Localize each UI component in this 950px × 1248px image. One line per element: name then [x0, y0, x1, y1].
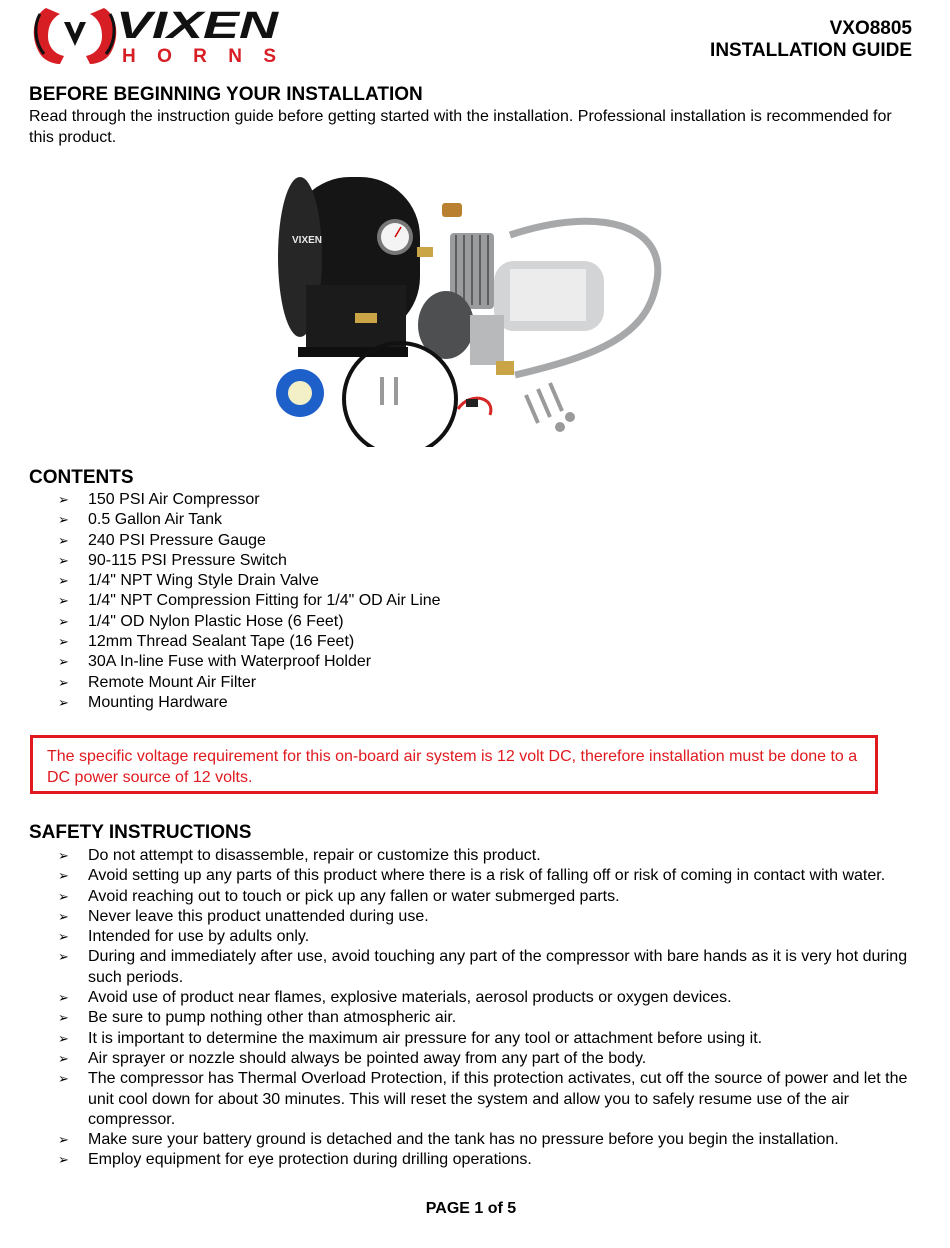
list-item: ➢ 240 PSI Pressure Gauge: [58, 531, 441, 551]
model-number: VXO8805: [829, 18, 912, 39]
logo-subword: HORNS: [122, 46, 276, 66]
arrow-bullet-icon: ➢: [58, 1030, 69, 1046]
arrow-bullet-icon: ➢: [58, 573, 69, 589]
list-item: ➢ During and immediately after use, avoid touching any part of the compressor with bare hands as it is very hot during such periods.: [58, 948, 908, 986]
horn-emblem-icon: [34, 8, 117, 64]
list-item: ➢ Remote Mount Air Filter: [58, 673, 441, 693]
arrow-bullet-icon: ➢: [58, 552, 69, 568]
compressor-image: [418, 233, 604, 375]
before-paragraph: Read through the instruction guide before getting started with the installation. Professional installation is recommended for this product.: [29, 108, 892, 146]
logo-wordmark: VIXEN: [116, 5, 280, 47]
arrow-bullet-icon: ➢: [58, 654, 69, 670]
arrow-bullet-icon: ➢: [58, 1050, 69, 1066]
safety-list: [58, 846, 920, 1171]
arrow-bullet-icon: ➢: [58, 848, 69, 863]
list-item: ➢ Air sprayer or nozzle should always be pointed away from any part of the body.: [58, 1049, 920, 1069]
arrow-bullet-icon: ➢: [58, 1010, 69, 1026]
list-item: ➢ 0.5 Gallon Air Tank: [58, 510, 441, 530]
arrow-bullet-icon: ➢: [58, 492, 69, 507]
before-heading: BEFORE BEGINNING YOUR INSTALLATION: [29, 84, 423, 105]
page-number: PAGE 1 of 5: [425, 1200, 517, 1217]
list-item: ➢ 30A In-line Fuse with Waterproof Holder: [58, 652, 441, 672]
list-item: ➢ It is important to determine the maximum air pressure for any tool or attachment before using it.: [58, 1029, 920, 1049]
contents-list: [58, 490, 441, 713]
list-item: ➢ Never leave this product unattended during use.: [58, 907, 920, 927]
list-item: ➢ Avoid use of product near flames, explosive materials, aerosol products or oxygen devices.: [58, 988, 920, 1008]
list-item: ➢ 1/4" NPT Compression Fitting for 1/4" OD Air Line: [58, 591, 441, 611]
arrow-bullet-icon: ➢: [58, 613, 69, 629]
accessories-image: [276, 343, 575, 447]
list-item: ➢ Be sure to pump nothing other than atmospheric air.: [58, 1008, 920, 1028]
list-item: ➢ Avoid setting up any parts of this product where there is a risk of falling off or risk of coming in contact with water.: [58, 866, 920, 886]
arrow-bullet-icon: ➢: [58, 1071, 69, 1087]
contents-heading: CONTENTS: [29, 467, 134, 488]
arrow-bullet-icon: ➢: [58, 694, 69, 710]
product-photo: [270, 165, 680, 447]
arrow-bullet-icon: ➢: [58, 908, 69, 924]
vixen-horns-logo: [30, 2, 280, 66]
list-item: ➢ 12mm Thread Sealant Tape (16 Feet): [58, 632, 441, 652]
list-item: ➢ 150 PSI Air Compressor: [58, 490, 441, 510]
arrow-bullet-icon: ➢: [58, 868, 69, 884]
list-item: ➢ Avoid reaching out to touch or pick up any fallen or water submerged parts.: [58, 887, 920, 907]
list-item: ➢ Intended for use by adults only.: [58, 927, 920, 947]
arrow-bullet-icon: ➢: [58, 1152, 69, 1168]
arrow-bullet-icon: ➢: [58, 929, 69, 945]
arrow-bullet-icon: ➢: [58, 512, 69, 528]
arrow-bullet-icon: ➢: [58, 674, 69, 690]
arrow-bullet-icon: ➢: [58, 949, 69, 965]
list-item: ➢ 1/4" NPT Wing Style Drain Valve: [58, 571, 441, 591]
arrow-bullet-icon: ➢: [58, 532, 69, 548]
list-item: ➢ The compressor has Thermal Overload Protection, if this protection activates, cut off the source of power and let the unit cool down for about 30 minutes. This will reset the system and allow you to safely resume use of the air compressor.: [58, 1070, 908, 1128]
list-item: ➢ Make sure your battery ground is detached and the tank has no pressure before you begin the installation.: [58, 1130, 920, 1150]
safety-heading: SAFETY INSTRUCTIONS: [29, 822, 252, 843]
arrow-bullet-icon: ➢: [58, 888, 69, 904]
list-item: ➢ Mounting Hardware: [58, 693, 441, 713]
list-item: ➢ 1/4" OD Nylon Plastic Hose (6 Feet): [58, 612, 441, 632]
arrow-bullet-icon: ➢: [58, 1132, 69, 1148]
arrow-bullet-icon: ➢: [58, 593, 69, 609]
arrow-bullet-icon: ➢: [58, 990, 69, 1006]
voltage-warning-box: The specific voltage requirement for this on-board air system is 12 volt DC, therefore installation must be done to a DC power source of 12 volts.: [30, 735, 878, 794]
document-title: INSTALLATION GUIDE: [710, 40, 912, 61]
list-item: ➢ Employ equipment for eye protection during drilling operations.: [58, 1150, 920, 1170]
document-header: [710, 18, 912, 62]
arrow-bullet-icon: ➢: [58, 634, 69, 650]
svg-text:VIXEN: VIXEN: [292, 235, 323, 246]
list-item: ➢ Do not attempt to disassemble, repair or customize this product.: [58, 846, 920, 866]
list-item: ➢ 90-115 PSI Pressure Switch: [58, 551, 441, 571]
